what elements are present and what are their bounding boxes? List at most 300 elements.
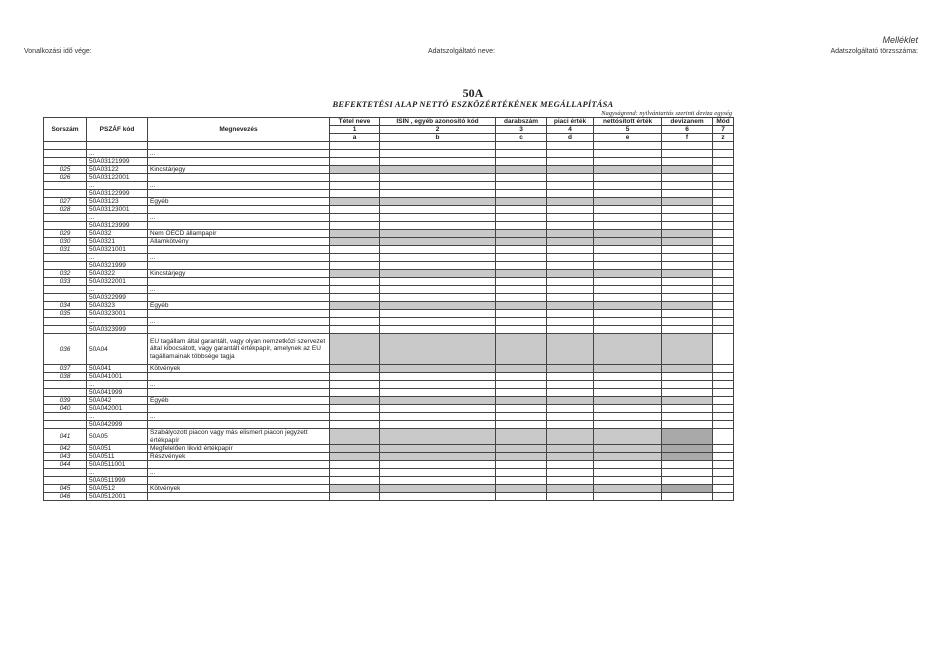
data-cell xyxy=(662,445,713,453)
data-cell[interactable] xyxy=(713,334,734,365)
data-cell[interactable] xyxy=(662,405,713,413)
data-cell[interactable] xyxy=(662,222,713,230)
data-cell[interactable] xyxy=(713,405,734,413)
row-number xyxy=(44,413,87,421)
data-cell[interactable] xyxy=(547,190,594,198)
data-cell[interactable] xyxy=(496,262,547,270)
table-row xyxy=(44,413,734,421)
data-cell[interactable] xyxy=(330,246,380,254)
data-cell[interactable] xyxy=(496,254,547,262)
data-cell[interactable] xyxy=(713,262,734,270)
data-cell[interactable] xyxy=(713,453,734,461)
row-name: Kötvények xyxy=(148,365,330,373)
data-cell[interactable] xyxy=(330,206,380,214)
data-cell[interactable] xyxy=(594,405,662,413)
row-code: 50A05 xyxy=(87,429,148,445)
data-cell xyxy=(496,166,547,174)
data-cell[interactable] xyxy=(547,182,594,190)
table-row xyxy=(44,246,734,254)
data-cell[interactable] xyxy=(594,326,662,334)
table-row xyxy=(44,461,734,469)
data-cell[interactable] xyxy=(496,413,547,421)
data-cell[interactable] xyxy=(594,142,662,150)
data-cell[interactable] xyxy=(496,381,547,389)
data-cell[interactable] xyxy=(496,294,547,302)
data-cell[interactable] xyxy=(547,214,594,222)
data-cell[interactable] xyxy=(713,318,734,326)
data-cell[interactable] xyxy=(713,270,734,278)
data-cell[interactable] xyxy=(662,310,713,318)
table-row xyxy=(44,302,734,310)
data-cell xyxy=(380,429,496,445)
data-cell xyxy=(594,334,662,365)
data-cell[interactable] xyxy=(662,294,713,302)
data-cell[interactable] xyxy=(330,389,380,397)
data-cell[interactable] xyxy=(713,429,734,445)
data-cell xyxy=(380,238,496,246)
data-cell[interactable] xyxy=(594,381,662,389)
data-cell[interactable] xyxy=(547,206,594,214)
data-cell[interactable] xyxy=(713,190,734,198)
data-cell[interactable] xyxy=(594,477,662,485)
data-cell[interactable] xyxy=(713,198,734,206)
unit-note: Nagyságrend: nyilvántartás szerinti deviza egység xyxy=(601,110,732,117)
data-cell[interactable] xyxy=(380,278,496,286)
data-cell[interactable] xyxy=(594,262,662,270)
data-cell[interactable] xyxy=(496,405,547,413)
data-cell[interactable] xyxy=(594,174,662,182)
data-cell[interactable] xyxy=(380,469,496,477)
table-row xyxy=(44,421,734,429)
data-cell xyxy=(662,238,713,246)
table-row xyxy=(44,334,734,365)
data-cell xyxy=(547,302,594,310)
data-cell[interactable] xyxy=(380,477,496,485)
data-cell[interactable] xyxy=(594,469,662,477)
row-number: 040 xyxy=(44,405,87,413)
data-cell[interactable] xyxy=(380,318,496,326)
data-cell[interactable] xyxy=(662,389,713,397)
data-cell[interactable] xyxy=(496,373,547,381)
data-cell xyxy=(594,230,662,238)
data-cell[interactable] xyxy=(594,278,662,286)
data-cell[interactable] xyxy=(594,222,662,230)
row-name: Egyéb xyxy=(148,302,330,310)
data-cell[interactable] xyxy=(594,310,662,318)
data-cell[interactable] xyxy=(380,150,496,158)
row-code: ... xyxy=(87,150,148,158)
data-cell[interactable] xyxy=(662,142,713,150)
data-cell[interactable] xyxy=(594,206,662,214)
data-cell[interactable] xyxy=(547,493,594,501)
data-cell[interactable] xyxy=(713,485,734,493)
data-cell[interactable] xyxy=(496,310,547,318)
data-cell[interactable] xyxy=(594,389,662,397)
data-cell[interactable] xyxy=(662,286,713,294)
data-cell[interactable] xyxy=(713,294,734,302)
data-cell[interactable] xyxy=(713,381,734,389)
data-cell[interactable] xyxy=(547,326,594,334)
data-cell xyxy=(547,230,594,238)
data-cell[interactable] xyxy=(594,190,662,198)
data-cell[interactable] xyxy=(713,238,734,246)
data-cell[interactable] xyxy=(547,461,594,469)
data-cell[interactable] xyxy=(547,254,594,262)
data-cell[interactable] xyxy=(547,142,594,150)
data-cell[interactable] xyxy=(547,294,594,302)
data-cell[interactable] xyxy=(713,389,734,397)
row-name xyxy=(148,326,330,334)
data-cell[interactable] xyxy=(380,381,496,389)
data-cell[interactable] xyxy=(713,286,734,294)
data-cell[interactable] xyxy=(330,294,380,302)
table-row xyxy=(44,477,734,485)
row-number xyxy=(44,294,87,302)
data-cell[interactable] xyxy=(662,469,713,477)
data-cell[interactable] xyxy=(547,373,594,381)
row-number: 029 xyxy=(44,230,87,238)
data-cell[interactable] xyxy=(594,214,662,222)
row-name: Megfelelően likvid értékpapír xyxy=(148,445,330,453)
data-cell[interactable] xyxy=(662,182,713,190)
data-cell[interactable] xyxy=(594,318,662,326)
row-number: 025 xyxy=(44,166,87,174)
row-name xyxy=(148,206,330,214)
data-cell[interactable] xyxy=(713,326,734,334)
data-cell[interactable] xyxy=(713,302,734,310)
data-cell[interactable] xyxy=(380,326,496,334)
data-cell[interactable] xyxy=(713,477,734,485)
data-cell[interactable] xyxy=(662,254,713,262)
data-cell[interactable] xyxy=(594,182,662,190)
data-cell[interactable] xyxy=(547,413,594,421)
data-cell[interactable] xyxy=(496,286,547,294)
data-cell[interactable] xyxy=(662,150,713,158)
table-row xyxy=(44,326,734,334)
data-cell[interactable] xyxy=(496,174,547,182)
data-cell[interactable] xyxy=(594,373,662,381)
data-cell[interactable] xyxy=(662,278,713,286)
data-cell[interactable] xyxy=(662,326,713,334)
data-cell[interactable] xyxy=(330,477,380,485)
data-cell[interactable] xyxy=(662,174,713,182)
data-cell[interactable] xyxy=(662,421,713,429)
data-cell xyxy=(547,198,594,206)
data-cell[interactable] xyxy=(713,214,734,222)
data-cell[interactable] xyxy=(713,142,734,150)
data-cell[interactable] xyxy=(330,318,380,326)
row-number: 033 xyxy=(44,278,87,286)
data-cell[interactable] xyxy=(330,182,380,190)
data-cell[interactable] xyxy=(547,389,594,397)
data-cell[interactable] xyxy=(330,286,380,294)
data-cell[interactable] xyxy=(380,286,496,294)
data-cell[interactable] xyxy=(713,246,734,254)
data-cell xyxy=(662,270,713,278)
data-cell[interactable] xyxy=(330,469,380,477)
row-number xyxy=(44,158,87,166)
data-cell[interactable] xyxy=(547,405,594,413)
data-cell[interactable] xyxy=(380,493,496,501)
provider-name-label: Adatszolgáltató neve: xyxy=(428,48,495,55)
table-row xyxy=(44,142,734,150)
data-cell[interactable] xyxy=(330,190,380,198)
row-name xyxy=(148,310,330,318)
data-cell[interactable] xyxy=(380,254,496,262)
data-cell[interactable] xyxy=(713,397,734,405)
data-cell[interactable] xyxy=(380,142,496,150)
data-cell[interactable] xyxy=(380,214,496,222)
row-name: ... xyxy=(148,150,330,158)
row-name xyxy=(148,158,330,166)
data-cell[interactable] xyxy=(662,477,713,485)
row-code: 50A032 xyxy=(87,230,148,238)
data-cell[interactable] xyxy=(713,278,734,286)
data-cell[interactable] xyxy=(496,150,547,158)
data-cell[interactable] xyxy=(547,174,594,182)
data-cell[interactable] xyxy=(330,174,380,182)
data-cell[interactable] xyxy=(496,493,547,501)
data-cell[interactable] xyxy=(713,373,734,381)
table-row xyxy=(44,485,734,493)
data-cell[interactable] xyxy=(713,206,734,214)
data-cell[interactable] xyxy=(380,461,496,469)
row-name: Kincstárjegy xyxy=(148,270,330,278)
row-name: Kötvények xyxy=(148,485,330,493)
data-cell[interactable] xyxy=(496,389,547,397)
data-cell xyxy=(594,429,662,445)
data-cell[interactable] xyxy=(380,421,496,429)
data-cell[interactable] xyxy=(547,421,594,429)
data-cell[interactable] xyxy=(713,421,734,429)
data-cell[interactable] xyxy=(547,469,594,477)
data-cell[interactable] xyxy=(380,373,496,381)
data-cell[interactable] xyxy=(496,477,547,485)
row-number: 032 xyxy=(44,270,87,278)
data-cell[interactable] xyxy=(713,493,734,501)
table-row xyxy=(44,294,734,302)
header-sorszam: Sorszám xyxy=(44,118,87,142)
data-cell[interactable] xyxy=(594,246,662,254)
row-name xyxy=(148,477,330,485)
data-cell[interactable] xyxy=(380,389,496,397)
data-cell xyxy=(496,453,547,461)
row-number xyxy=(44,318,87,326)
row-code: ... xyxy=(87,381,148,389)
data-cell[interactable] xyxy=(547,150,594,158)
data-cell[interactable] xyxy=(496,326,547,334)
data-cell[interactable] xyxy=(496,158,547,166)
data-cell[interactable] xyxy=(330,326,380,334)
data-cell[interactable] xyxy=(713,230,734,238)
data-cell[interactable] xyxy=(496,222,547,230)
row-code: 50A041999 xyxy=(87,389,148,397)
data-cell[interactable] xyxy=(547,477,594,485)
data-cell[interactable] xyxy=(713,469,734,477)
data-cell[interactable] xyxy=(662,262,713,270)
data-cell xyxy=(662,485,713,493)
data-cell[interactable] xyxy=(380,182,496,190)
row-number: 039 xyxy=(44,397,87,405)
data-cell[interactable] xyxy=(662,214,713,222)
data-cell[interactable] xyxy=(496,469,547,477)
data-cell[interactable] xyxy=(547,381,594,389)
data-cell[interactable] xyxy=(380,262,496,270)
data-cell[interactable] xyxy=(713,150,734,158)
data-cell[interactable] xyxy=(380,294,496,302)
data-cell[interactable] xyxy=(547,246,594,254)
data-cell[interactable] xyxy=(496,206,547,214)
data-cell[interactable] xyxy=(713,461,734,469)
data-cell[interactable] xyxy=(380,222,496,230)
data-cell[interactable] xyxy=(380,310,496,318)
data-cell xyxy=(547,429,594,445)
data-cell[interactable] xyxy=(547,158,594,166)
form-title: BEFEKTETÉSI ALAP NETTÓ ESZKÖZÉRTÉKÉNEK MEGÁLLAPÍTÁSA xyxy=(332,99,614,109)
data-cell[interactable] xyxy=(662,461,713,469)
row-number: 030 xyxy=(44,238,87,246)
data-cell[interactable] xyxy=(330,405,380,413)
header-number: 4 xyxy=(547,126,594,134)
data-cell[interactable] xyxy=(380,246,496,254)
data-cell[interactable] xyxy=(496,142,547,150)
data-cell[interactable] xyxy=(330,278,380,286)
data-cell[interactable] xyxy=(662,318,713,326)
data-cell[interactable] xyxy=(662,493,713,501)
data-cell[interactable] xyxy=(380,174,496,182)
data-cell xyxy=(594,445,662,453)
data-cell[interactable] xyxy=(713,310,734,318)
data-cell[interactable] xyxy=(380,413,496,421)
data-cell[interactable] xyxy=(662,373,713,381)
data-cell[interactable] xyxy=(380,158,496,166)
table-row xyxy=(44,206,734,214)
data-cell[interactable] xyxy=(662,206,713,214)
row-name xyxy=(148,461,330,469)
data-cell[interactable] xyxy=(594,421,662,429)
data-cell[interactable] xyxy=(330,461,380,469)
data-cell[interactable] xyxy=(547,310,594,318)
data-cell[interactable] xyxy=(547,222,594,230)
data-cell[interactable] xyxy=(330,373,380,381)
data-cell xyxy=(330,445,380,453)
data-cell[interactable] xyxy=(594,294,662,302)
asset-table xyxy=(43,117,734,501)
data-cell[interactable] xyxy=(330,421,380,429)
data-cell xyxy=(330,397,380,405)
data-cell xyxy=(330,302,380,310)
data-cell[interactable] xyxy=(594,286,662,294)
data-cell[interactable] xyxy=(713,413,734,421)
data-cell[interactable] xyxy=(594,461,662,469)
data-cell xyxy=(330,270,380,278)
data-cell[interactable] xyxy=(713,174,734,182)
header-label: nettósított érték xyxy=(594,118,662,126)
data-cell[interactable] xyxy=(330,214,380,222)
row-name xyxy=(148,389,330,397)
header-letter: z xyxy=(713,134,734,142)
data-cell[interactable] xyxy=(713,182,734,190)
header-label: darabszám xyxy=(496,118,547,126)
header-label: devizanem xyxy=(662,118,713,126)
data-cell[interactable] xyxy=(496,246,547,254)
data-cell[interactable] xyxy=(496,278,547,286)
data-cell[interactable] xyxy=(380,206,496,214)
data-cell[interactable] xyxy=(594,150,662,158)
data-cell[interactable] xyxy=(662,246,713,254)
data-cell[interactable] xyxy=(330,413,380,421)
annex-label: Melléklet xyxy=(882,35,918,45)
data-cell[interactable] xyxy=(547,318,594,326)
table-row xyxy=(44,286,734,294)
data-cell xyxy=(380,302,496,310)
data-cell[interactable] xyxy=(713,166,734,174)
data-cell[interactable] xyxy=(713,222,734,230)
data-cell[interactable] xyxy=(547,286,594,294)
data-cell[interactable] xyxy=(662,158,713,166)
row-name: ... xyxy=(148,381,330,389)
table-row xyxy=(44,365,734,373)
data-cell[interactable] xyxy=(496,190,547,198)
data-cell xyxy=(547,453,594,461)
data-cell[interactable] xyxy=(330,142,380,150)
table-row xyxy=(44,174,734,182)
data-cell[interactable] xyxy=(330,222,380,230)
data-cell xyxy=(662,302,713,310)
data-cell[interactable] xyxy=(496,421,547,429)
row-code: ... xyxy=(87,182,148,190)
data-cell[interactable] xyxy=(330,158,380,166)
row-code: 50A03123 xyxy=(87,198,148,206)
data-cell[interactable] xyxy=(547,278,594,286)
data-cell[interactable] xyxy=(330,150,380,158)
data-cell[interactable] xyxy=(496,214,547,222)
data-cell[interactable] xyxy=(380,190,496,198)
data-cell xyxy=(594,238,662,246)
data-cell[interactable] xyxy=(330,262,380,270)
data-cell[interactable] xyxy=(594,158,662,166)
data-cell[interactable] xyxy=(594,493,662,501)
header-label: Mód xyxy=(713,118,734,126)
data-cell[interactable] xyxy=(713,365,734,373)
data-cell[interactable] xyxy=(594,413,662,421)
header-label: piaci érték xyxy=(547,118,594,126)
data-cell[interactable] xyxy=(662,413,713,421)
data-cell[interactable] xyxy=(713,445,734,453)
data-cell[interactable] xyxy=(594,254,662,262)
data-cell[interactable] xyxy=(380,405,496,413)
data-cell[interactable] xyxy=(662,381,713,389)
data-cell[interactable] xyxy=(713,158,734,166)
data-cell[interactable] xyxy=(330,254,380,262)
data-cell[interactable] xyxy=(547,262,594,270)
header-number: 3 xyxy=(496,126,547,134)
header-pszaf: PSZÁF kód xyxy=(87,118,148,142)
data-cell[interactable] xyxy=(496,318,547,326)
table-row xyxy=(44,429,734,445)
data-cell[interactable] xyxy=(330,493,380,501)
data-cell[interactable] xyxy=(496,182,547,190)
row-number xyxy=(44,190,87,198)
data-cell[interactable] xyxy=(330,381,380,389)
data-cell xyxy=(547,238,594,246)
data-cell[interactable] xyxy=(713,254,734,262)
row-number: 027 xyxy=(44,198,87,206)
data-cell[interactable] xyxy=(330,310,380,318)
data-cell[interactable] xyxy=(662,190,713,198)
data-cell[interactable] xyxy=(496,461,547,469)
row-code: 50A041001 xyxy=(87,373,148,381)
